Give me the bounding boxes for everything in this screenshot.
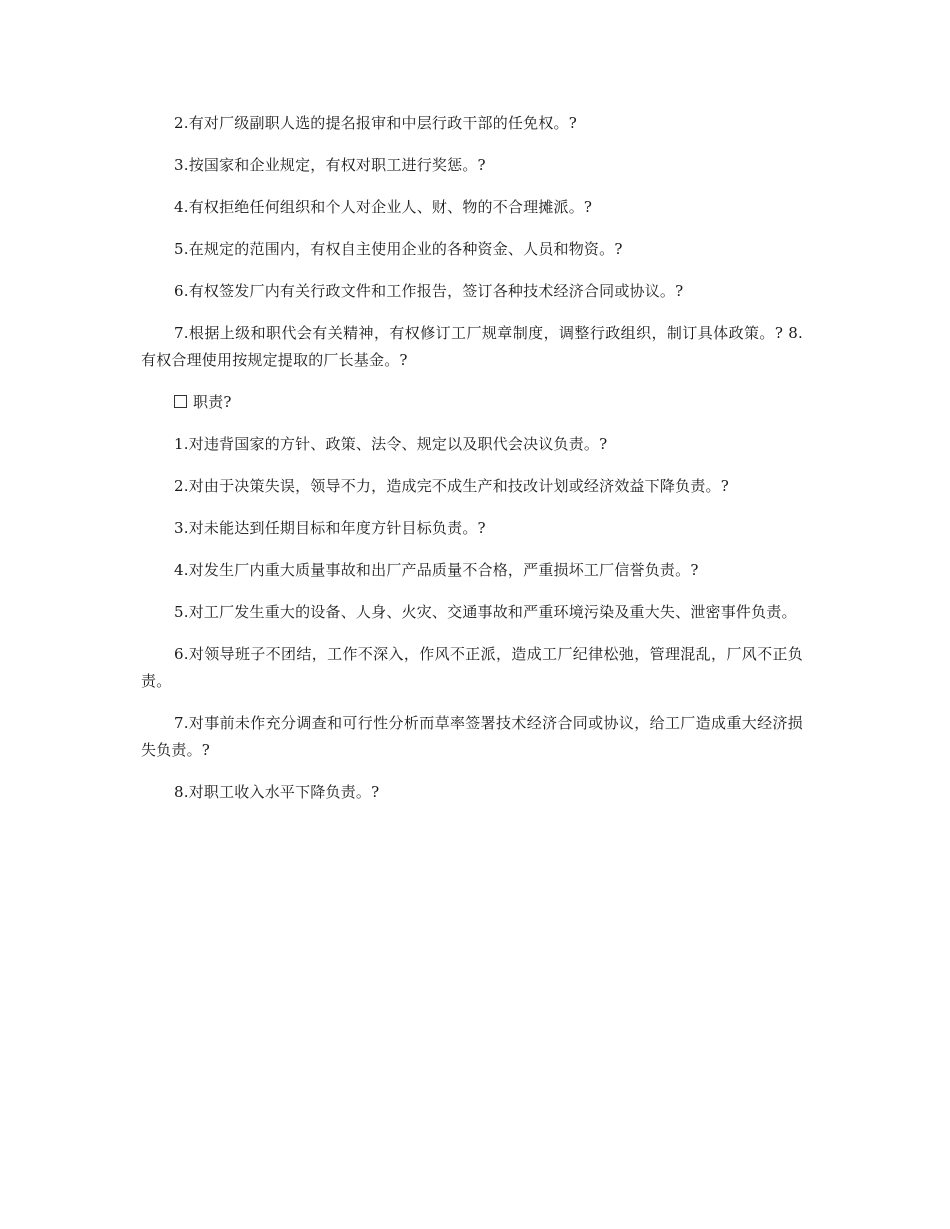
- checkbox-icon: [174, 395, 187, 408]
- paragraph-duty-3: 3.对未能达到任期目标和年度方针目标负责。?: [174, 519, 486, 537]
- paragraph-right-3: 3.按国家和企业规定，有权对职工进行奖惩。?: [174, 156, 486, 174]
- paragraph-right-6: 6.有权签发厂内有关行政文件和工作报告，签订各种技术经济合同或协议。?: [174, 282, 684, 300]
- section-heading: [141, 389, 803, 416]
- paragraph-right-5: 5.在规定的范围内，有权自主使用企业的各种资金、人员和物资。?: [174, 240, 623, 258]
- paragraph-duty-2: 2.对由于决策失误，领导不力，造成完不成生产和技改计划或经济效益下降负责。?: [174, 477, 729, 495]
- paragraph-right-2: 2.有对厂级副职人选的提名报审和中层行政干部的任免权。?: [174, 114, 577, 132]
- paragraph-duty-7: 7.对事前未作充分调查和可行性分析而草率签署技术经济合同或协议，给工厂造成重大经济损失负责。?: [141, 714, 803, 759]
- paragraph-right-7-8: 7.根据上级和职代会有关精神，有权修订工厂规章制度，调整行政组织，制订具体政策。? 8.有权合理使用按规定提取的厂长基金。?: [141, 324, 803, 369]
- paragraph-duty-6: 6.对领导班子不团结，工作不深入，作风不正派，造成工厂纪律松弛，管理混乱，厂风不正负责。: [141, 645, 803, 690]
- paragraph-duty-8: 8.对职工收入水平下降负责。?: [174, 783, 380, 801]
- paragraph-duty-1: 1.对违背国家的方针、政策、法令、规定以及职代会决议负责。?: [174, 435, 608, 453]
- paragraph-right-4: 4.有权拒绝任何组织和个人对企业人、财、物的不合理摊派。?: [174, 198, 593, 216]
- section-heading-text: 职责?: [193, 393, 232, 411]
- paragraph-duty-4: 4.对发生厂内重大质量事故和出厂产品质量不合格，严重损坏工厂信誉负责。?: [174, 561, 699, 579]
- paragraph-duty-5: 5.对工厂发生重大的设备、人身、火灾、交通事故和严重环境污染及重大失、泄密事件负责。: [174, 603, 797, 621]
- document-page: [141, 110, 803, 821]
